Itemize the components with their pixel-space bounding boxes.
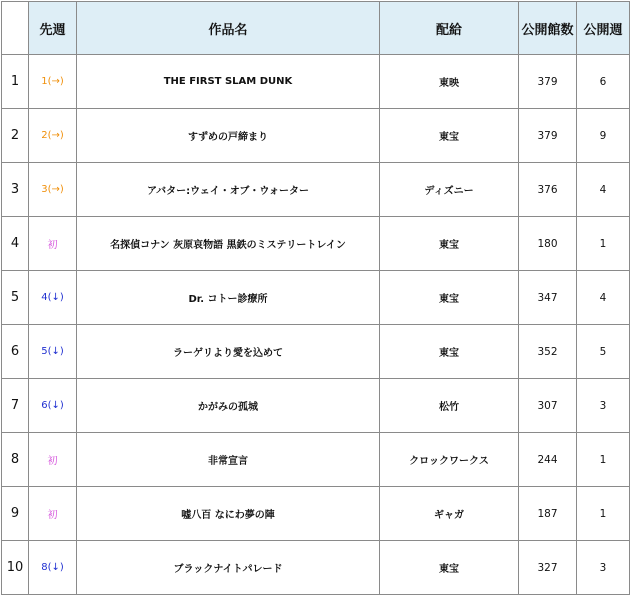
distributor-cell: 東宝: [380, 325, 519, 379]
weeks-cell: 1: [577, 217, 630, 271]
prev-week-cell: 初: [29, 487, 77, 541]
title-cell: 名探偵コナン 灰原哀物語 黒鉄のミステリートレイン: [77, 217, 380, 271]
prev-week-cell: 3(→): [29, 163, 77, 217]
theaters-cell: 379: [519, 109, 577, 163]
weeks-cell: 4: [577, 271, 630, 325]
weeks-cell: 1: [577, 433, 630, 487]
prev-week-cell: 6(↓): [29, 379, 77, 433]
title-cell: 非常宣言: [77, 433, 380, 487]
table-row: [2, 487, 630, 541]
title-cell: すずめの戸締まり: [77, 109, 380, 163]
rank-cell: 7: [2, 379, 29, 433]
weeks-cell: 1: [577, 487, 630, 541]
prev-week-cell: 1(→): [29, 55, 77, 109]
header-row: [2, 2, 630, 55]
weeks-cell: 6: [577, 55, 630, 109]
table-row: [2, 109, 630, 163]
rank-cell: 2: [2, 109, 29, 163]
header-title: 作品名: [77, 2, 380, 55]
rank-cell: 4: [2, 217, 29, 271]
distributor-cell: 東宝: [380, 109, 519, 163]
header-weeks: 公開週: [577, 2, 630, 55]
table-row: [2, 433, 630, 487]
weeks-cell: 3: [577, 379, 630, 433]
header-distributor: 配給: [380, 2, 519, 55]
table-row: [2, 163, 630, 217]
theaters-cell: 327: [519, 541, 577, 595]
header-prev-week: 先週: [29, 2, 77, 55]
title-cell: かがみの孤城: [77, 379, 380, 433]
weeks-cell: 3: [577, 541, 630, 595]
table-row: [2, 379, 630, 433]
rank-cell: 6: [2, 325, 29, 379]
weeks-cell: 5: [577, 325, 630, 379]
distributor-cell: 東宝: [380, 217, 519, 271]
theaters-cell: 379: [519, 55, 577, 109]
rank-cell: 3: [2, 163, 29, 217]
theaters-cell: 347: [519, 271, 577, 325]
rank-cell: 5: [2, 271, 29, 325]
prev-week-cell: 4(↓): [29, 271, 77, 325]
weeks-cell: 9: [577, 109, 630, 163]
rank-cell: 9: [2, 487, 29, 541]
box-office-ranking-table: [1, 1, 630, 595]
rank-cell: 1: [2, 55, 29, 109]
table-row: [2, 55, 630, 109]
table-row: [2, 325, 630, 379]
table-row: [2, 217, 630, 271]
distributor-cell: クロックワークス: [380, 433, 519, 487]
prev-week-cell: 初: [29, 217, 77, 271]
title-cell: THE FIRST SLAM DUNK: [77, 55, 380, 109]
table-row: [2, 541, 630, 595]
title-cell: ラーゲリより愛を込めて: [77, 325, 380, 379]
distributor-cell: 松竹: [380, 379, 519, 433]
title-cell: アバター:ウェイ・オブ・ウォーター: [77, 163, 380, 217]
prev-week-cell: 2(→): [29, 109, 77, 163]
prev-week-cell: 初: [29, 433, 77, 487]
theaters-cell: 180: [519, 217, 577, 271]
header-rank: [2, 2, 29, 55]
theaters-cell: 307: [519, 379, 577, 433]
theaters-cell: 376: [519, 163, 577, 217]
table-row: [2, 271, 630, 325]
distributor-cell: 東宝: [380, 271, 519, 325]
theaters-cell: 352: [519, 325, 577, 379]
distributor-cell: ギャガ: [380, 487, 519, 541]
rank-cell: 8: [2, 433, 29, 487]
title-cell: ブラックナイトパレード: [77, 541, 380, 595]
prev-week-cell: 5(↓): [29, 325, 77, 379]
header-theaters: 公開館数: [519, 2, 577, 55]
title-cell: Dr. コトー診療所: [77, 271, 380, 325]
title-cell: 嘘八百 なにわ夢の陣: [77, 487, 380, 541]
theaters-cell: 187: [519, 487, 577, 541]
prev-week-cell: 8(↓): [29, 541, 77, 595]
rank-cell: 10: [2, 541, 29, 595]
weeks-cell: 4: [577, 163, 630, 217]
theaters-cell: 244: [519, 433, 577, 487]
distributor-cell: 東映: [380, 55, 519, 109]
distributor-cell: 東宝: [380, 541, 519, 595]
distributor-cell: ディズニー: [380, 163, 519, 217]
